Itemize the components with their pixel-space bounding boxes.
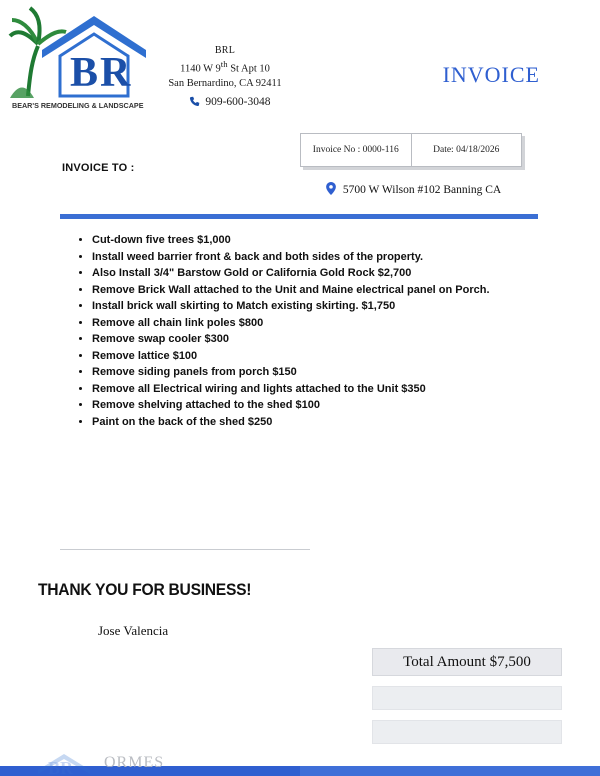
footer-bar-right <box>300 766 600 776</box>
header-rule <box>60 214 538 219</box>
company-address-line-2: San Bernardino, CA 92411 <box>168 77 282 89</box>
total-amount-box <box>372 648 562 676</box>
list-item: • Remove lattice $100 <box>92 348 562 365</box>
address-street-rest: St Apt 10 <box>227 63 270 75</box>
invoice-meta-box <box>300 133 522 167</box>
page-title: INVOICE <box>442 62 540 87</box>
address-street-number: 1140 W 9 <box>180 63 221 75</box>
list-item: • Paint on the back of the shed $250 <box>92 414 562 431</box>
svg-text:B: B <box>70 50 99 96</box>
list-item: • Remove swap cooler $300 <box>92 331 562 348</box>
logo-graphic <box>8 4 153 112</box>
totals-blank-row-2 <box>372 720 562 744</box>
thank-you-message: THANK YOU FOR BUSINESS! <box>38 580 252 599</box>
customer-address-text: 5700 W Wilson #102 Banning CA <box>342 184 502 196</box>
line-items-list <box>70 232 562 430</box>
totals-blank-row-1 <box>372 686 562 710</box>
document-header <box>0 0 600 120</box>
customer-address <box>326 182 501 198</box>
location-pin-icon <box>326 182 336 198</box>
list-item: • Install brick wall skirting to Match existing skirting. $1,750 <box>92 298 562 315</box>
phone-icon <box>189 96 200 110</box>
list-item: • Also Install 3/4" Barstow Gold or California Gold Rock $2,700 <box>92 265 562 282</box>
invoice-to-label: INVOICE TO : <box>62 162 135 174</box>
invoice-date: Date: 04/18/2026 <box>433 145 500 155</box>
phone-number: 909-600-3048 <box>205 96 271 108</box>
svg-text:R: R <box>100 50 131 96</box>
footer-logo-icon <box>34 752 94 776</box>
total-amount-text: Total Amount $7,500 <box>403 653 531 670</box>
logo-caption-text: BEAR'S REMODELING & LANDSCAPE <box>12 101 144 110</box>
company-phone <box>140 96 320 110</box>
list-item: • Install weed barrier front & back and both sides of the property. <box>92 249 562 266</box>
list-item: • Remove shelving attached to the shed $100 <box>92 397 562 414</box>
company-info <box>140 44 310 91</box>
svg-text:BR: BR <box>48 758 74 776</box>
list-item: • Remove all chain link poles $800 <box>92 315 562 332</box>
footer-text: ORMES <box>104 754 165 771</box>
address-ordinal-suffix: th <box>220 59 228 69</box>
invoice-number: Invoice No : 0000-116 <box>312 145 399 155</box>
company-logo <box>8 4 153 112</box>
list-item: • Remove Brick Wall attached to the Unit and Maine electrical panel on Porch. <box>92 282 562 299</box>
list-item: • Remove all Electrical wiring and lights attached to the Unit $350 <box>92 381 562 398</box>
list-item: • Cut-down five trees $1,000 <box>92 232 562 249</box>
signature-name: Jose Valencia <box>98 623 169 638</box>
company-name: BRL <box>214 45 236 56</box>
company-address-line-1 <box>140 57 310 77</box>
section-divider <box>60 549 310 550</box>
list-item: • Remove siding panels from porch $150 <box>92 364 562 381</box>
